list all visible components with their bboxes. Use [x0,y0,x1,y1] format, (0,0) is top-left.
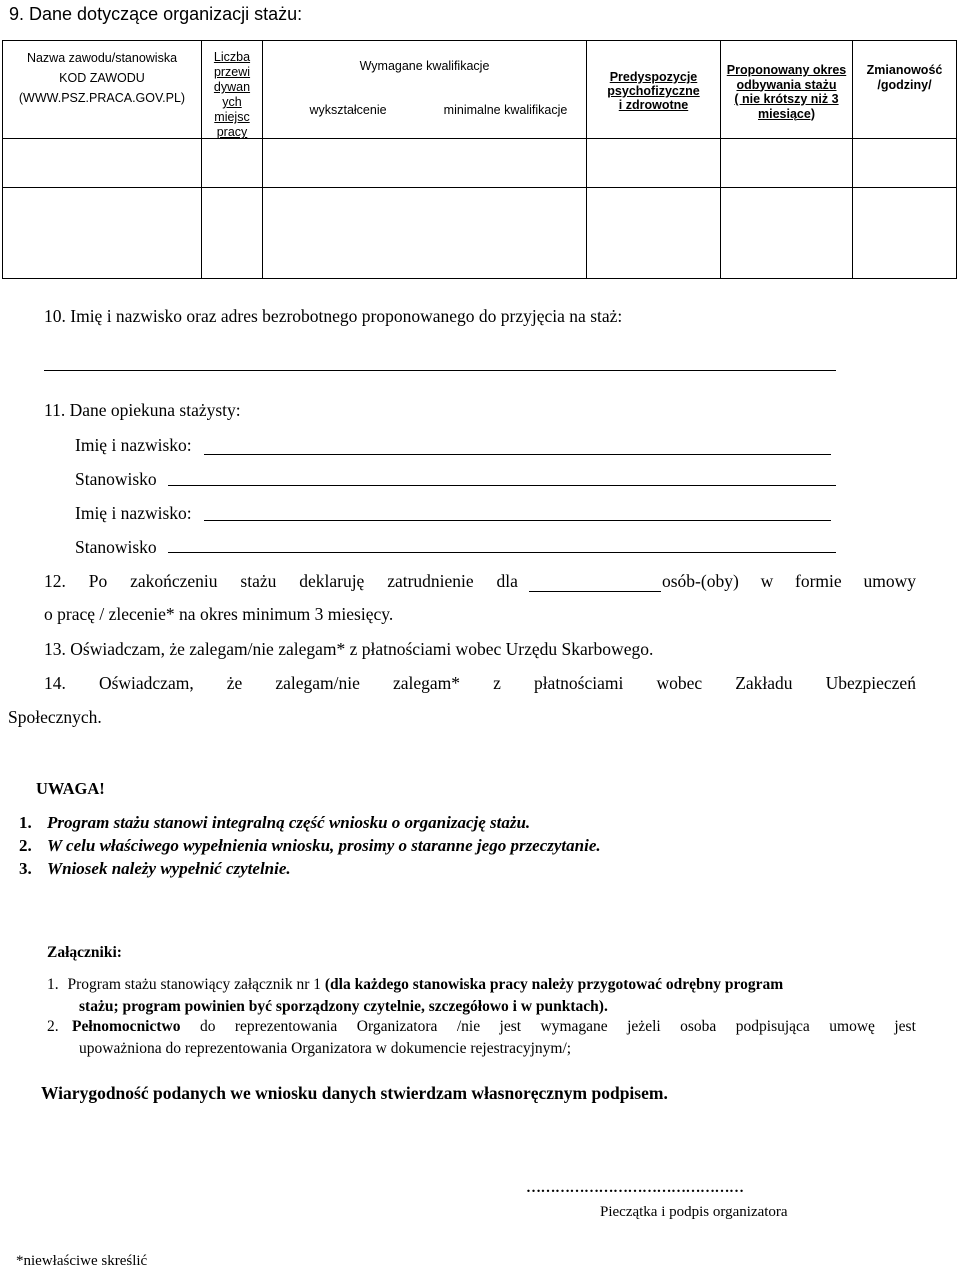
item-13-text: 13. Oświadczam, że zalegam/nie zalegam* z płatnościami wobec Urzędu Skarbowego. [44,639,654,659]
col-header-education: wykształcenie [309,103,387,117]
col-header-qualifications: Wymagane kwalifikacje [359,59,490,73]
col-header-count: Liczba przewi dywan ych miejsc pracy [213,50,251,139]
col-header-min-qualifications: minimalne kwalifikacje [443,103,568,117]
item-14-line-1: 14. Oświadczam, że zalegam/nie zalegam* z płatnościami wobec Zakładu Ubezpieczeń [44,673,916,693]
signature-line[interactable]: ……………………………………… [526,1180,744,1196]
supervisor-2-name-label: Imię i nazwisko: [75,503,192,523]
certification-statement: Wiarygodność podanych we wniosku danych stwierdzam własnoręcznym podpisem. [41,1083,668,1103]
warning-title: UWAGA! [36,779,105,798]
item-10-label: 10. Imię i nazwisko oraz adres bezrobotnego proponowanego do przyjęcia na staż: [44,306,623,326]
warning-item-1: 1. Program stażu stanowi integralną część wniosku o organizację stażu. [19,813,531,832]
warning-item-2: 2. W celu właściwego wypełnienia wniosku, prosimy o staranne jego przeczytanie. [19,836,601,855]
attachment-1: 1. Program stażu stanowiący załącznik nr 1 (dla każdego stanowiska pracy należy przygotować odrębny program [47,976,784,993]
item-11-label: 11. Dane opiekuna stażysty: [44,400,241,420]
row-divider [3,187,956,188]
col-divider [262,41,263,278]
col-header-predispositions: Predyspozycje psychofizyczne i zdrowotne [607,70,700,112]
warning-item-3: 3. Wniosek należy wypełnić czytelnie. [19,859,291,878]
row-divider [3,138,956,139]
supervisor-1-name-label: Imię i nazwisko: [75,435,192,455]
internship-table [2,40,957,279]
item-12-line-2: o pracę / zlecenie* na okres minimum 3 miesięcy. [44,604,394,624]
attachments-title: Załączniki: [47,944,122,961]
item-12-line-1a: 12. Po zakończeniu stażu deklaruję zatrudnienie dla [44,571,518,591]
item-12-count-line[interactable] [529,591,661,592]
col-header-period: Proponowany okres odbywania stażu ( nie krótszy niż 3 miesiące) [726,63,847,121]
attachment-2: Pełnomocnictwo do reprezentowania Organizatora /nie jest wymagane jeżeli osoba podpisująca umowę jest [72,1018,916,1035]
col-header-profession: Nazwa zawodu/stanowiska KOD ZAWODU (WWW.PSZ.PRACA.GOV.PL) [18,51,186,105]
section-9-title: 9. Dane dotyczące organizacji stażu: [9,4,303,24]
attachment-2-cont: upoważniona do reprezentowania Organizatora w dokumencie rejestracyjnym/; [79,1040,572,1057]
footnote: *niewłaściwe skreślić [16,1253,148,1269]
attachment-1-cont: stażu; program powinien być sporządzony czytelnie, szczegółowo i w punktach). [79,998,608,1015]
col-header-shifts: Zmianowość /godziny/ [866,63,943,92]
supervisor-2-position-label: Stanowisko [75,537,157,557]
attachment-2-num: 2. [47,1018,59,1035]
supervisor-2-name-line[interactable] [204,520,831,521]
supervisor-2-position-line[interactable] [168,552,836,553]
item-14-line-2: Społecznych. [8,707,102,727]
supervisor-1-position-label: Stanowisko [75,469,157,489]
supervisor-1-position-line[interactable] [168,485,836,486]
item-12-line-1b: osób-(oby) w formie umowy [662,571,916,591]
supervisor-1-name-line[interactable] [204,454,831,455]
signature-label: Pieczątka i podpis organizatora [600,1204,788,1220]
item-10-answer-line[interactable] [44,370,836,371]
